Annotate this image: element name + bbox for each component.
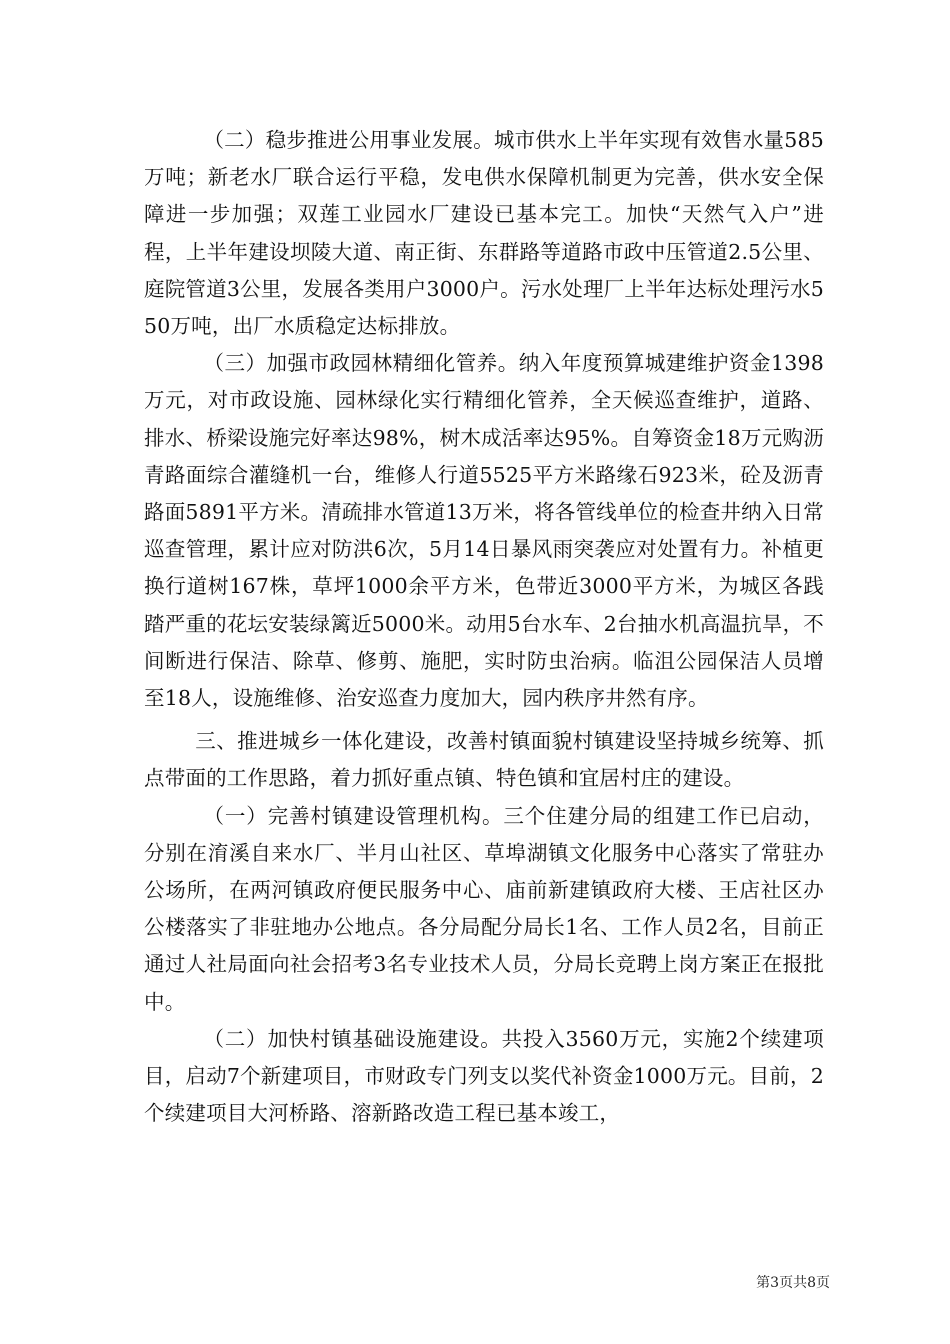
page-number-footer: 第3页共8页 xyxy=(756,1275,830,1291)
document-body xyxy=(144,122,824,1132)
paragraph-public-utilities: （二）稳步推进公用事业发展。城市供水上半年实现有效售水量585万吨；新老水厂联合运行平稳，发电供水保障机制更为完善，供水安全保障进一步加强；双莲工业园水厂建设已基本完工。加快“天然气入户”进程，上半年建设坝陵大道、南正街、东群路等道路市政中压管道2.5公里、庭院管道3公里，发展各类用户3000户。污水处理厂上半年达标处理污水550万吨，出厂水质稳定达标排放。 xyxy=(144,128,824,339)
paragraph-urban-rural-integration: 三、推进城乡一体化建设，改善村镇面貌村镇建设坚持城乡统筹、抓点带面的工作思路，着力抓好重点镇、特色镇和宜居村庄的建设。 xyxy=(144,729,824,791)
paragraph-municipal-landscaping: （三）加强市政园林精细化管养。纳入年度预算城建维护资金1398万元，对市政设施、园林绿化实行精细化管养，全天候巡查维护，道路、排水、桥梁设施完好率达98%，树木成活率达95%。自筹资金18万元购沥青路面综合灌缝机一台，维修人行道5525平方米路缘石923米，砼及沥青路面5891平方米。清疏排水管道13万米，将各管线单位的检查井纳入日常巡查管理，累计应对防洪6次，5月14日暴风雨突袭应对处置有力。补植更换行道树167株，草坪1000余平方米，色带近3000平方米，为城区各践踏严重的花坛安装绿篱近5000米。动用5台水车、2台抽水机高温抗旱，不间断进行保洁、除草、修剪、施肥，实时防虫治病。临沮公园保洁人员增至18人，设施维修、治安巡查力度加大，园内秩序井然有序。 xyxy=(144,351,824,711)
paragraph-village-infrastructure: （二）加快村镇基础设施建设。共投入3560万元，实施2个续建项目，启动7个新建项目，市财政专门列支以奖代补资金1000万元。目前，2个续建项目大河桥路、溶新路改造工程已基本竣工， xyxy=(144,1026,824,1126)
paragraph-village-management: （一）完善村镇建设管理机构。三个住建分局的组建工作已启动，分别在淯溪自来水厂、半月山社区、草埠湖镇文化服务中心落实了常驻办公场所，在两河镇政府便民服务中心、庙前新建镇政府大楼、王店社区办公楼落实了非驻地办公地点。各分局配分局长1名、工作人员2名，目前正通过人社局面向社会招考3名专业技术人员，分局长竞聘上岗方案正在报批中。 xyxy=(144,803,824,1014)
